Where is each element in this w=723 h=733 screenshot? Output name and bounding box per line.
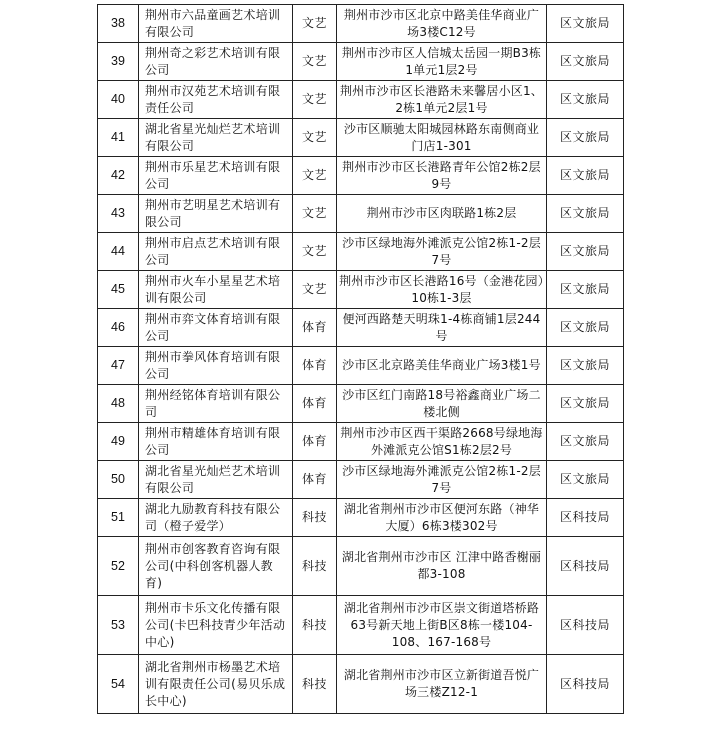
row-number: 38 xyxy=(98,5,139,43)
institution-name: 荆州市卡乐文化传播有限公司(卡巴科技青少年活动中心) xyxy=(139,596,293,655)
institution-address: 荆州市沙市区西干渠路2668号绿地海外滩派克公馆S1栋2层2号 xyxy=(337,423,547,461)
supervising-department: 区文旅局 xyxy=(547,119,624,157)
table-row xyxy=(98,5,624,43)
row-number: 43 xyxy=(98,195,139,233)
institution-address: 湖北省荆州市沙市区 江津中路香榭丽都3-108 xyxy=(337,537,547,596)
row-number: 53 xyxy=(98,596,139,655)
institution-address: 沙市区绿地海外滩派克公馆2栋1-2层7号 xyxy=(337,461,547,499)
table-row xyxy=(98,233,624,271)
table-row xyxy=(98,461,624,499)
institution-category: 文艺 xyxy=(293,157,337,195)
institution-category: 科技 xyxy=(293,499,337,537)
institution-address: 便河西路楚天明珠1-4栋商铺1层244号 xyxy=(337,309,547,347)
institution-name: 荆州市乐星艺术培训有限公司 xyxy=(139,157,293,195)
institution-address: 荆州市沙市区长港路16号（金港花园）10栋1-3层 xyxy=(337,271,547,309)
supervising-department: 区文旅局 xyxy=(547,43,624,81)
supervising-department: 区科技局 xyxy=(547,596,624,655)
supervising-department: 区文旅局 xyxy=(547,461,624,499)
institution-address: 沙市区绿地海外滩派克公馆2栋1-2层7号 xyxy=(337,233,547,271)
table-row xyxy=(98,157,624,195)
institution-address: 荆州市沙市区肉联路1栋2层 xyxy=(337,195,547,233)
row-number: 46 xyxy=(98,309,139,347)
row-number: 39 xyxy=(98,43,139,81)
institution-address: 沙市区北京路美佳华商业广场3楼1号 xyxy=(337,347,547,385)
institution-name: 湖北省星光灿烂艺术培训有限公司 xyxy=(139,461,293,499)
institution-name: 荆州市弈文体育培训有限公司 xyxy=(139,309,293,347)
institution-address: 荆州市沙市区人信城太岳园一期B3栋1单元1层2号 xyxy=(337,43,547,81)
institution-category: 体育 xyxy=(293,309,337,347)
institution-category: 体育 xyxy=(293,385,337,423)
supervising-department: 区文旅局 xyxy=(547,385,624,423)
institution-category: 文艺 xyxy=(293,5,337,43)
supervising-department: 区文旅局 xyxy=(547,423,624,461)
table-row xyxy=(98,537,624,596)
institution-address: 湖北省荆州市沙市区崇文街道塔桥路63号新天地上街B区8栋一楼104-108、167-168号 xyxy=(337,596,547,655)
table-row xyxy=(98,195,624,233)
institution-category: 科技 xyxy=(293,537,337,596)
institution-category: 体育 xyxy=(293,461,337,499)
institution-category: 科技 xyxy=(293,655,337,714)
table-row xyxy=(98,385,624,423)
row-number: 54 xyxy=(98,655,139,714)
table-row xyxy=(98,596,624,655)
row-number: 49 xyxy=(98,423,139,461)
institution-address: 荆州市沙市区北京中路美佳华商业广场3楼C12号 xyxy=(337,5,547,43)
institution-name: 湖北省星光灿烂艺术培训有限公司 xyxy=(139,119,293,157)
row-number: 42 xyxy=(98,157,139,195)
supervising-department: 区文旅局 xyxy=(547,233,624,271)
supervising-department: 区科技局 xyxy=(547,655,624,714)
institution-name: 荆州奇之彩艺术培训有限公司 xyxy=(139,43,293,81)
row-number: 51 xyxy=(98,499,139,537)
institution-name: 荆州市创客教育咨询有限公司(中科创客机器人教育) xyxy=(139,537,293,596)
row-number: 47 xyxy=(98,347,139,385)
supervising-department: 区科技局 xyxy=(547,537,624,596)
institution-name: 荆州市火车小星星艺术培训有限公司 xyxy=(139,271,293,309)
institution-address: 湖北省荆州市沙市区立新街道吾悦广场三楼Z12-1 xyxy=(337,655,547,714)
supervising-department: 区文旅局 xyxy=(547,271,624,309)
institution-category: 文艺 xyxy=(293,81,337,119)
institution-name: 荆州市拳风体育培训有限公司 xyxy=(139,347,293,385)
institution-name: 湖北省荆州市杨墨艺术培训有限责任公司(易贝乐成长中心) xyxy=(139,655,293,714)
institution-category: 文艺 xyxy=(293,233,337,271)
institution-name: 荆州市精雄体育培训有限公司 xyxy=(139,423,293,461)
table-row xyxy=(98,43,624,81)
institution-address: 荆州市沙市区长港路未来馨居小区1、2栋1单元2层1号 xyxy=(337,81,547,119)
supervising-department: 区文旅局 xyxy=(547,5,624,43)
supervising-department: 区文旅局 xyxy=(547,81,624,119)
institution-category: 文艺 xyxy=(293,119,337,157)
institution-address: 沙市区顺驰太阳城园林路东南侧商业门店1-301 xyxy=(337,119,547,157)
supervising-department: 区科技局 xyxy=(547,499,624,537)
table-body xyxy=(98,5,624,714)
row-number: 48 xyxy=(98,385,139,423)
table-row xyxy=(98,499,624,537)
table-row xyxy=(98,119,624,157)
table-row xyxy=(98,655,624,714)
institution-category: 体育 xyxy=(293,423,337,461)
row-number: 45 xyxy=(98,271,139,309)
table-row xyxy=(98,271,624,309)
row-number: 50 xyxy=(98,461,139,499)
table-row xyxy=(98,423,624,461)
row-number: 40 xyxy=(98,81,139,119)
table-row xyxy=(98,81,624,119)
institution-category: 科技 xyxy=(293,596,337,655)
institution-name: 荆州市启点艺术培训有限公司 xyxy=(139,233,293,271)
institution-name: 荆州市汉苑艺术培训有限责任公司 xyxy=(139,81,293,119)
institution-address: 湖北省荆州市沙市区便河东路（神华大厦）6栋3楼302号 xyxy=(337,499,547,537)
institution-name: 荆州市艺明星艺术培训有限公司 xyxy=(139,195,293,233)
table-row xyxy=(98,347,624,385)
institution-address: 沙市区红门南路18号裕鑫商业广场二楼北侧 xyxy=(337,385,547,423)
institution-name: 荆州经铭体育培训有限公司 xyxy=(139,385,293,423)
institution-category: 文艺 xyxy=(293,195,337,233)
institution-category: 文艺 xyxy=(293,271,337,309)
institution-name: 湖北九励教育科技有限公司（橙子爱学） xyxy=(139,499,293,537)
row-number: 44 xyxy=(98,233,139,271)
row-number: 52 xyxy=(98,537,139,596)
supervising-department: 区文旅局 xyxy=(547,157,624,195)
institution-name: 荆州市六品童画艺术培训有限公司 xyxy=(139,5,293,43)
institution-address: 荆州市沙市区长港路青年公馆2栋2层9号 xyxy=(337,157,547,195)
institution-category: 体育 xyxy=(293,347,337,385)
table-row xyxy=(98,309,624,347)
supervising-department: 区文旅局 xyxy=(547,309,624,347)
row-number: 41 xyxy=(98,119,139,157)
supervising-department: 区文旅局 xyxy=(547,347,624,385)
supervising-department: 区文旅局 xyxy=(547,195,624,233)
institution-table xyxy=(97,4,624,714)
institution-category: 文艺 xyxy=(293,43,337,81)
